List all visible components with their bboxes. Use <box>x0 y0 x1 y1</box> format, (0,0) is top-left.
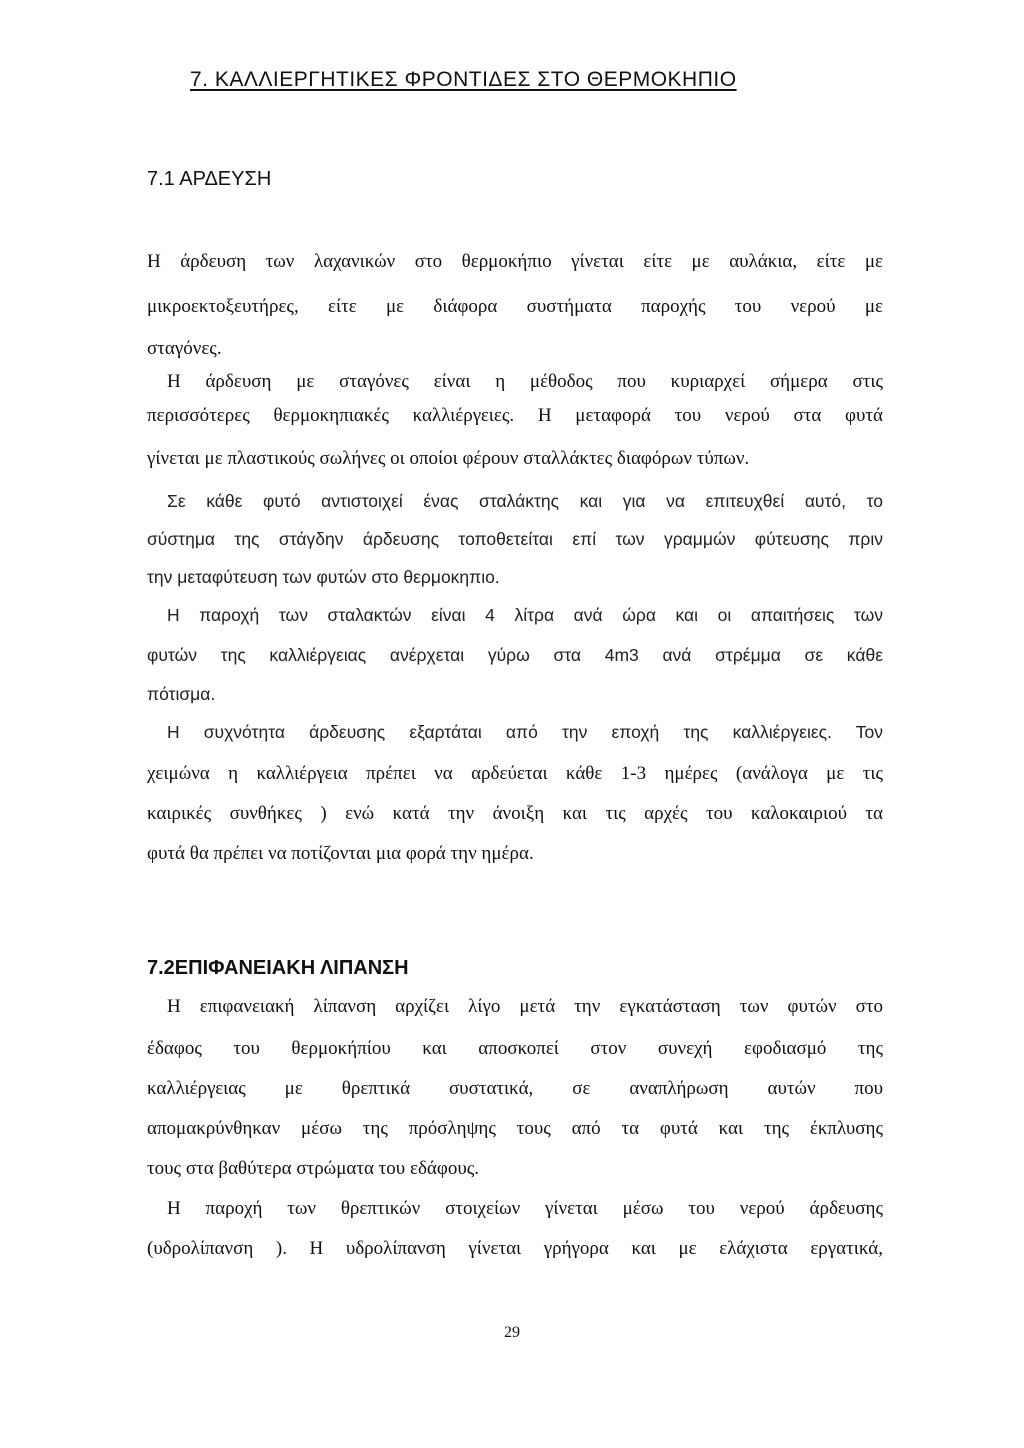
paragraph-line: μικροεκτοξευτήρες, είτε με διάφορα συστήματα παροχής του νερού με <box>147 296 883 317</box>
paragraph-line: Η συχνότητα άρδευσης εξαρτάται από την εποχή της καλλιέργειες. Τον <box>167 722 883 742</box>
page-title: 7. ΚΑΛΛΙΕΡΓΗΤΙΚΕΣ ΦΡΟΝΤΙΔΕΣ ΣΤΟ ΘΕΡΜΟΚΗΠΙΟ <box>190 68 737 91</box>
paragraph-line: πότισμα. <box>147 684 216 704</box>
paragraph-line: χειμώνα η καλλιέργεια πρέπει να αρδεύεται κάθε 1-3 ημέρες (ανάλογα με τις <box>147 763 883 784</box>
paragraph-line: απομακρύνθηκαν μέσω της πρόσληψης τους από τα φυτά και της έκπλυσης <box>147 1118 883 1139</box>
paragraph-line: Η παροχή των θρεπτικών στοιχείων γίνεται μέσω του νερού άρδευσης <box>167 1198 883 1219</box>
paragraph-line: γίνεται με πλαστικούς σωλήνες οι οποίοι φέρουν σταλλάκτες διαφόρων τύπων. <box>147 448 750 469</box>
paragraph-line: Σε κάθε φυτό αντιστοιχεί ένας σταλάκτης και για να επιτευχθεί αυτό, το <box>167 491 883 511</box>
paragraph-line: (υδρολίπανση ). Η υδρολίπανση γίνεται γρήγορα και με ελάχιστα εργατικά, <box>147 1238 883 1259</box>
paragraph-line: καιρικές συνθήκες ) ενώ κατά την άνοιξη και τις αρχές του καλοκαιριού τα <box>147 803 883 824</box>
paragraph-line: την μεταφύτευση των φυτών στο θερμοκηπιο. <box>147 567 500 587</box>
paragraph-line: τους στα βαθύτερα στρώματα του εδάφους. <box>147 1158 479 1179</box>
paragraph-line: Η άρδευση με σταγόνες είναι η μέθοδος που κυριαρχεί σήμερα στις <box>167 371 883 392</box>
paragraph-line: σύστημα της στάγδην άρδευσης τοποθετείται επί των γραμμών φύτευσης πριν <box>147 529 883 549</box>
paragraph-line: σταγόνες. <box>147 338 222 359</box>
paragraph-line: καλλιέργειας με θρεπτικά συστατικά, σε αναπλήρωση αυτών που <box>147 1078 883 1099</box>
paragraph-line: φυτών της καλλιέργειας ανέρχεται γύρω στα 4m3 ανά στρέμμα σε κάθε <box>147 645 883 665</box>
paragraph-line: φυτά θα πρέπει να ποτίζονται μια φορά την ημέρα. <box>147 843 534 864</box>
section-heading-fertilization: 7.2ΕΠΙΦΑΝΕΙΑΚΗ ΛΙΠΑΝΣΗ <box>147 957 409 979</box>
paragraph-line: περισσότερες θερμοκηπιακές καλλιέργειες. Η μεταφορά του νερού στα φυτά <box>147 405 883 426</box>
paragraph-line: Η επιφανειακή λίπανση αρχίζει λίγο μετά την εγκατάσταση των φυτών στο <box>167 996 883 1017</box>
paragraph-line: Η παροχή των σταλακτών είναι 4 λίτρα ανά ώρα και οι απαιτήσεις των <box>167 605 883 625</box>
section-heading-irrigation: 7.1 ΑΡΔΕΥΣΗ <box>147 168 272 190</box>
paragraph-line: έδαφος του θερμοκήπίου και αποσκοπεί στον συνεχή εφοδιασμό της <box>147 1038 883 1059</box>
page-number: 29 <box>504 1324 520 1341</box>
paragraph-line: Η άρδευση των λαχανικών στο θερμοκήπιο γίνεται είτε με αυλάκια, είτε με <box>147 251 883 272</box>
